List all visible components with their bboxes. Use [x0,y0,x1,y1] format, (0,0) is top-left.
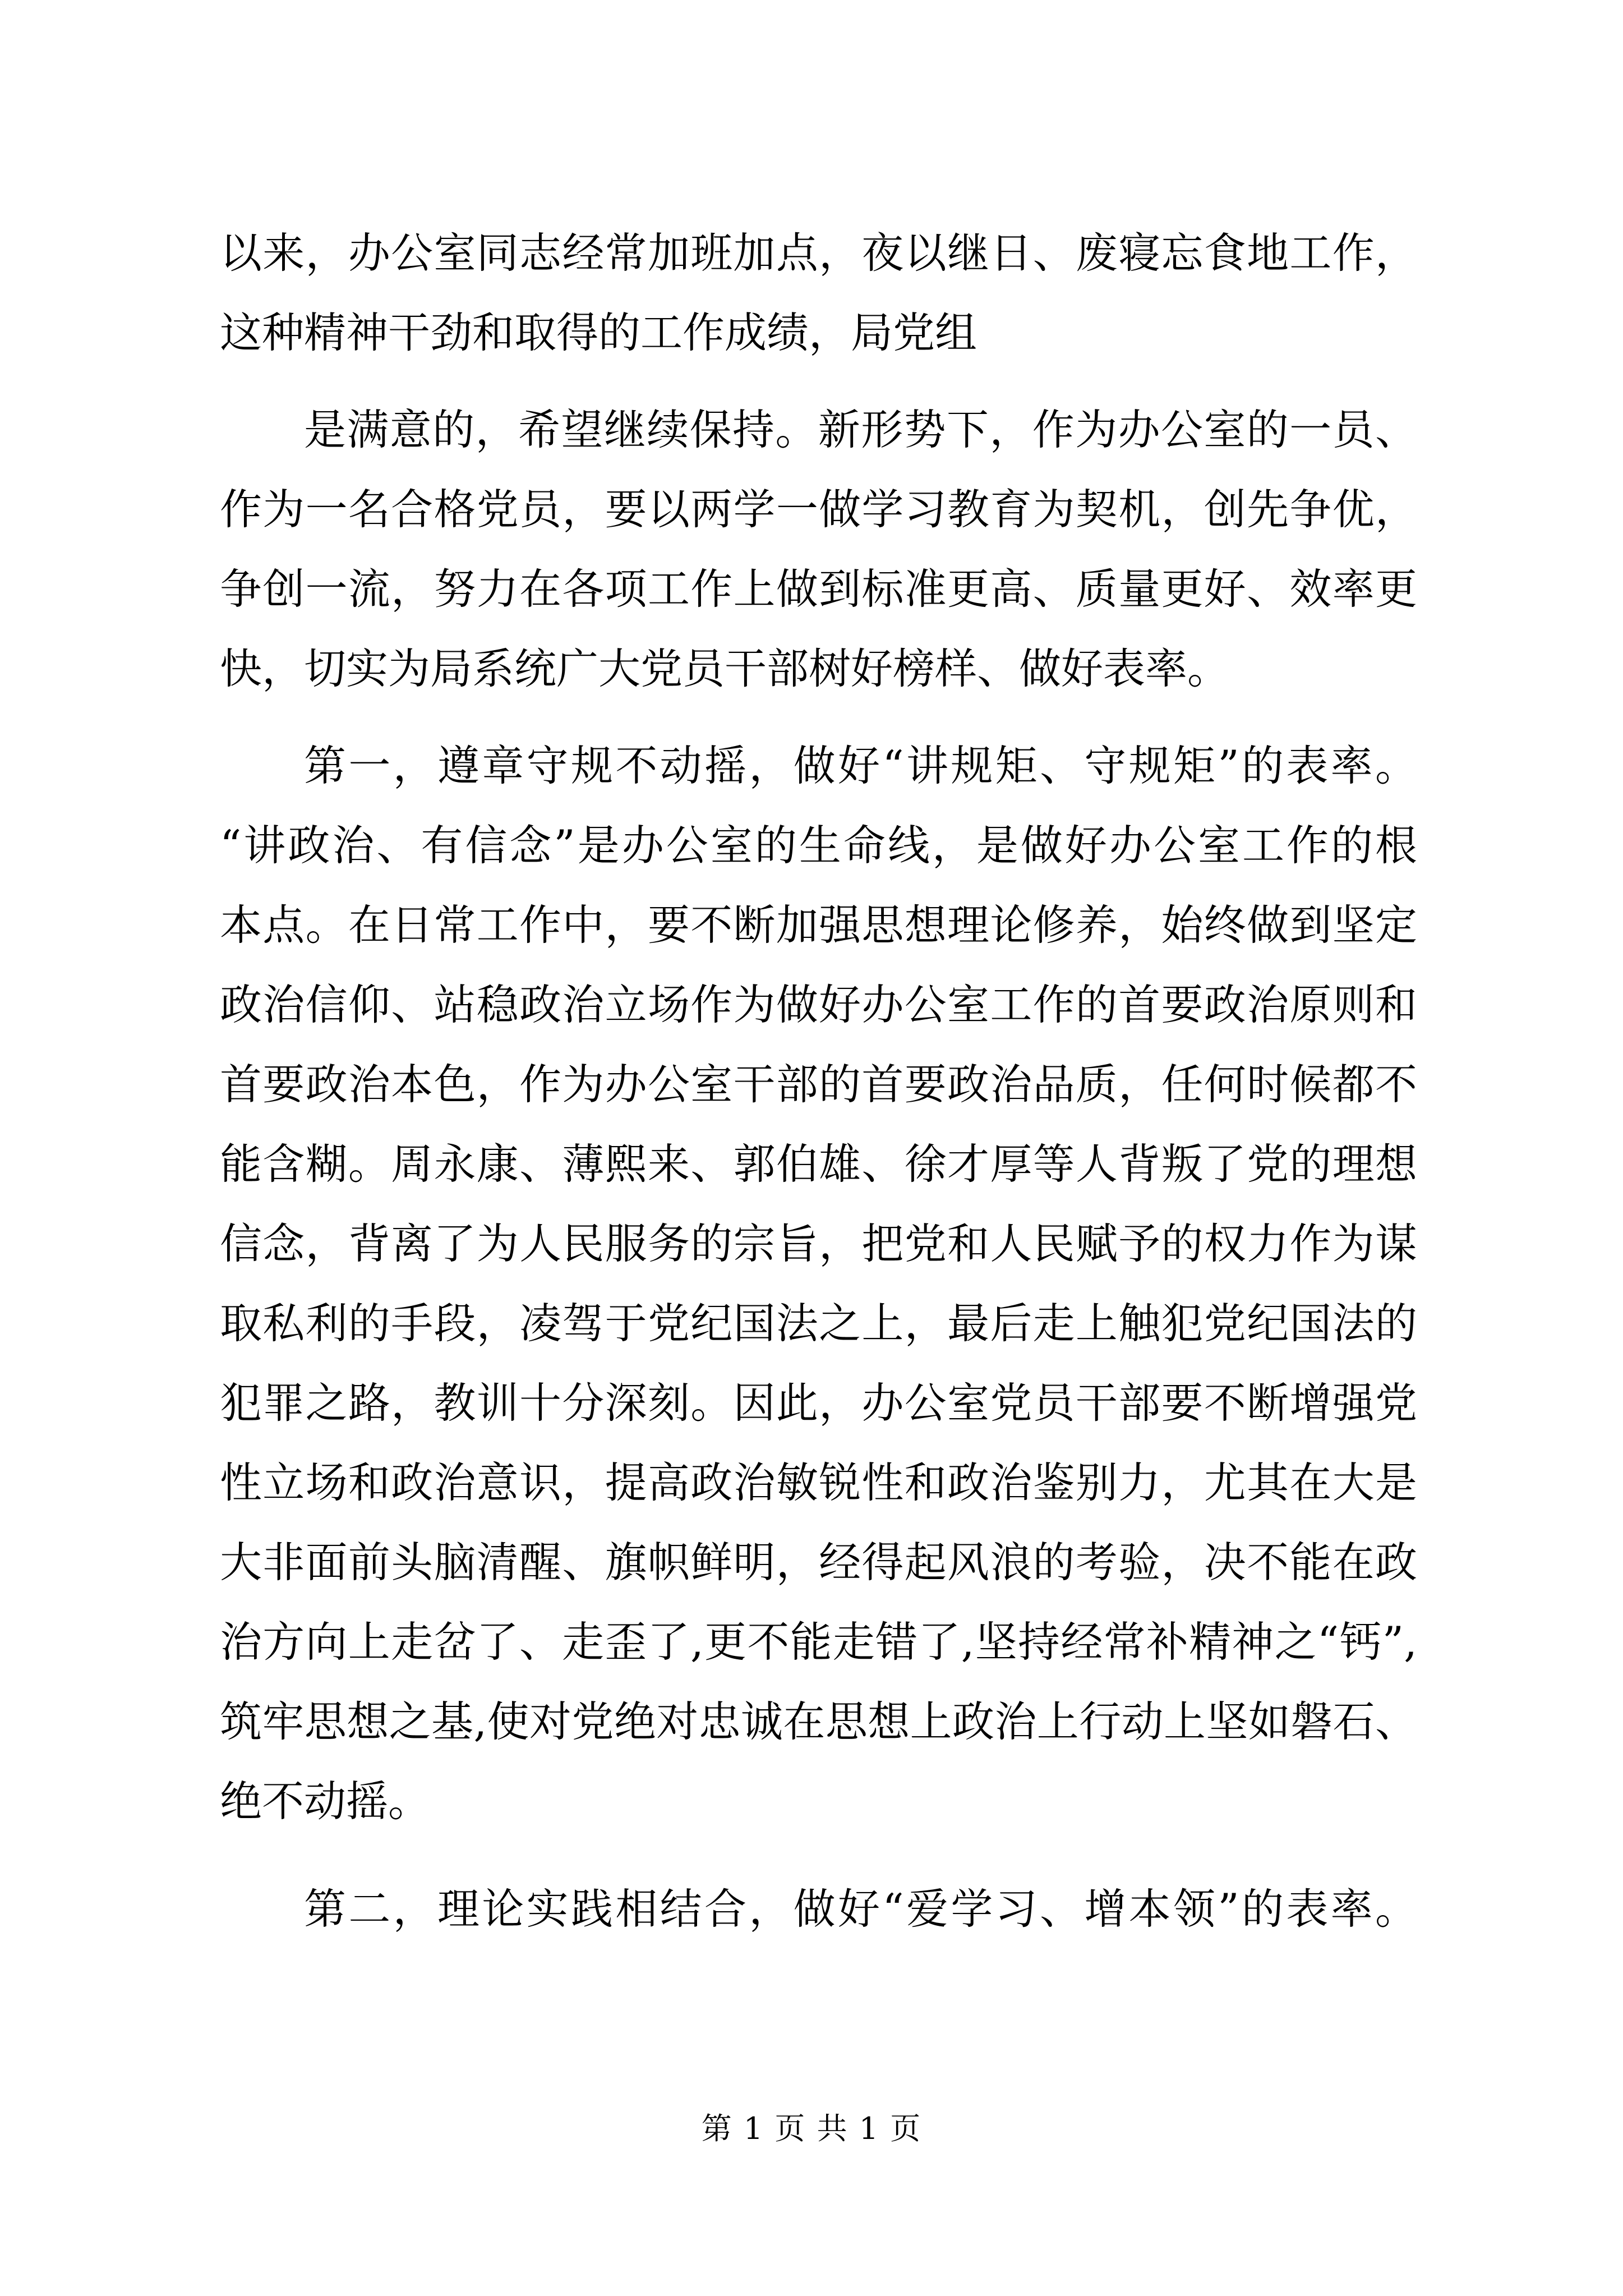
text-line: 筑牢思想之基,使对党绝对忠诚在思想上政治上行动上坚如磐石、 [220,1697,1417,1746]
text-line: 信念，背离了为人民服务的宗旨，把党和人民赋予的权力作为谋 [220,1219,1417,1268]
page-number-footer: 第 1 页 共 1 页 [701,2111,922,2146]
document-body [220,213,1417,1949]
text-line: 治方向上走岔了、走歪了,更不能走错了,坚持经常补精神之“钙”, [220,1617,1417,1667]
text-line: 作为一名合格党员，要以两学一做学习教育为契机，创先争优， [220,485,1417,534]
text-line: 性立场和政治意识，提高政治敏锐性和政治鉴别力，尤其在大是 [220,1458,1417,1507]
paragraph-start-line: 是满意的，希望继续保持。新形势下，作为办公室的一员、 [304,405,1417,454]
text-line: 这种精神干劲和取得的工作成绩，局党组 [220,308,978,357]
text-line: “讲政治、有信念”是办公室的生命线，是做好办公室工作的根 [220,821,1417,870]
text-line: 政治信仰、站稳政治立场作为做好办公室工作的首要政治原则和 [220,980,1417,1029]
text-line: 绝不动摇。 [220,1777,431,1826]
text-line: 犯罪之路，教训十分深刻。因此，办公室党员干部要不断增强党 [220,1378,1417,1428]
text-line: 以来，办公室同志经常加班加点，夜以继日、废寝忘食地工作， [220,228,1417,278]
text-line: 争创一流，努力在各项工作上做到标准更高、质量更好、效率更 [220,564,1417,614]
text-line: 首要政治本色，作为办公室干部的首要政治品质，任何时候都不 [220,1060,1417,1109]
section-heading-line: 第一，遵章守规不动摇，做好“讲规矩、守规矩”的表率。 [304,741,1417,790]
text-line: 本点。在日常工作中，要不断加强思想理论修养，始终做到坚定 [220,900,1417,950]
text-line: 能含糊。周永康、薄熙来、郭伯雄、徐才厚等人背叛了党的理想 [220,1139,1417,1189]
text-line: 取私利的手段，凌驾于党纪国法之上，最后走上触犯党纪国法的 [220,1299,1417,1348]
section-heading-line: 第二，理论实践相结合，做好“爱学习、增本领”的表率。 [304,1884,1417,1934]
text-line: 大非面前头脑清醒、旗帜鲜明，经得起风浪的考验，决不能在政 [220,1538,1417,1587]
text-line: 快，切实为局系统广大党员干部树好榜样、做好表率。 [220,644,1230,693]
